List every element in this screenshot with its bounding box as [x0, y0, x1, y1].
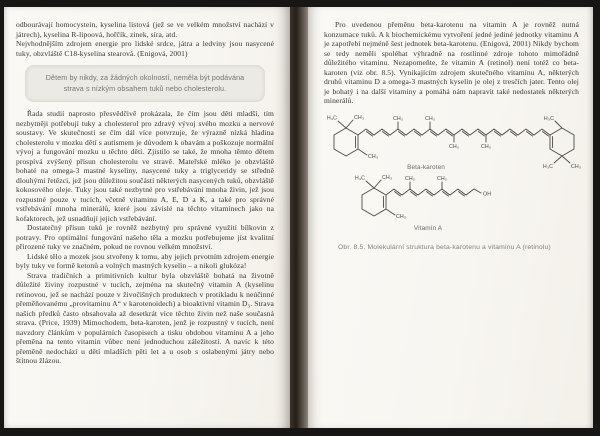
gutter-shadow: [290, 7, 308, 428]
paragraph-studies: Řada studií naprosto přesvědčivě prokázala, že čím jsou děti mladší, tím nezbytněji potřebují tuky a cholesterol pro zdravý vývoj svého mozku a nervové soustavy. Ve skutečnosti se čím dál více potvrzuje, že výrazně nízká hladina cholesterolu v mozku dětí s autismem je důvodem k obavám a poškozuje normální vývoj a fungování mozku u těchto dětí. Zjistilo se také, že mnoha těmto dětem prospívá zvýšený přísun cholesterolu ve stravě. Mateřské mléko je obzvláště bohaté na omega-3 mastné kyseliny, nasycené tuky a triglyceridy se středně dlouhými řetězci, jež jsou důležitou součástí některých nasycených tuků, obzvláště kokosového oleje. Tuky jsou také nezbytné pro vstřebávání mnoha živin, jež jsou rozpustné pouze v tucích, včetně vitaminu A, E, D a K, a také pro správné vstřebávání mnoha minerálů, které jsou závislé na těchto vitaminech jako na kofaktorech, jež usnadňují jejich vstřebávání.: [16, 109, 274, 223]
beta-carotene-label: Beta-karoten: [407, 163, 445, 171]
vitamin-a-structure: [350, 174, 520, 234]
atom-label-ch3: CH₃: [368, 153, 379, 160]
atom-label-h3c: H₃C: [542, 163, 553, 170]
callout-box: [25, 65, 265, 102]
paragraph-beta-carotene: Pro uvedenou přeměnu beta-karotenu na vitamin A je rovněž nutná konzumace tuků. A k biochemickému vytvoření jedné jediné jednotky vitaminu A je zapotřebí nejméně šest jednotek beta-karotenu. (Enigová, 2001) Nikdy bychom se tedy neměli spoléhat výhradně na rostlinné zdroje tohoto mimořádně důležitého vitaminu. Nezapomeňte, že vitamin A (retinol) není totéž co beta-karoten (viz obr. 8.5). Vynikajícím zdrojem skutečného vitamínu A, některých druhů vitaminu D a omega-3 mastných kyselin je olej z tresčích jater. Tento olej je bohatý i na další vitaminy a pomáhá nám napravit také nedostatek některých minerálů.: [324, 20, 579, 105]
right-page: [308, 7, 593, 428]
atom-label-ch3: CH₃: [392, 115, 404, 122]
paragraph-homocystein: odbourávají homocystein, kyselina listová (jež se ve velkém množství nachází v játrech), kyselina R-lipoová, hořčík, zinek, síra, atd.: [16, 20, 274, 39]
atom-label-ch3: CH₃: [404, 175, 416, 182]
atom-label-ch3: CH₃: [436, 175, 448, 182]
atom-label-ch3: CH₃: [571, 163, 582, 170]
figure-8-5: [324, 114, 582, 253]
atom-label-h3c: H₃C: [326, 115, 337, 121]
figure-caption: Obr. 8.5. Molekulární struktura beta-karotenu a vitaminu A (retinolu): [338, 243, 551, 251]
left-page: [4, 7, 290, 428]
atom-label-ch3: CH₃: [480, 143, 492, 150]
atom-label-h3c: H₃C: [354, 175, 365, 181]
atom-label-ch3: CH₃: [424, 115, 436, 122]
atom-label-h3c: H₃C: [543, 115, 554, 122]
callout-text: Dětem by nikdy, za žádných okolností, neměla být podávána strava s nízkým obsahem tuků nebo cholesterolu.: [45, 73, 245, 93]
paragraph-protein-use: Dostatečný přísun tuků je rovněž nezbytný pro správné využití bílkovin z potravy. Pro optimální fungování našeho těla a mozku potřebujeme jíst kvalitní přirozené tuky ve značném, pokud ne rovnou velkém množství.: [16, 223, 274, 251]
atom-label-ch3: CH₃: [448, 143, 460, 150]
atom-label-ch3: CH₃: [396, 213, 407, 220]
paragraph-energy-source: Nejvhodnějším zdrojem energie pro lidské srdce, játra a ledviny jsou nasycené tuky, obzvláště C18-kyselina stearová. (Enigová, 2001): [16, 39, 274, 58]
left-page-text: [4, 7, 290, 366]
beta-carotene-structure: [326, 114, 593, 172]
right-page-text: [308, 7, 593, 252]
atom-label-ch3: CH₃: [382, 174, 393, 181]
atom-label-oh: OH: [483, 191, 492, 197]
vitamin-a-label: Vitamín A: [413, 224, 443, 232]
atom-label-ch3: CH₃: [354, 114, 365, 121]
paragraph-ketones: Lidské tělo a mozek jsou stvořeny k tomu, aby jejich prvotním zdrojem energie byly tuky ve formě ketonů a volných mastných kyselin – a nikoli glukóza!: [16, 251, 274, 270]
paragraph-traditional-diet: Strava tradičních a primitivních kultur byla obzvláště bohatá na životně důležité živiny rozpustné v tucích, zejména na skutečný vitamin A (kyselinu retinovou, jež se nachází pouze v živočišných produktech v protikladu k neúčinné přeměňovanému „provitaminu A“ v karotenoidech) a bioaktivní vitamin D₃. Strava našich předků často obsahovala až desetkrát více těchto živin než naše současná strava. (Price, 1939) Mimochodem, beta-karoten, jenž je rozpustný v tucích, není navzdory článkům v populárních časopisech a tisku obdobou vitaminu A a jeho přeměna na tento vitamin vůbec není jednoduchou záležitostí. A navíc k této přeměně nedochází u dětí mladších pěti let a u osob s oslabenými játry nebo štítnou žlázou.: [16, 270, 274, 365]
